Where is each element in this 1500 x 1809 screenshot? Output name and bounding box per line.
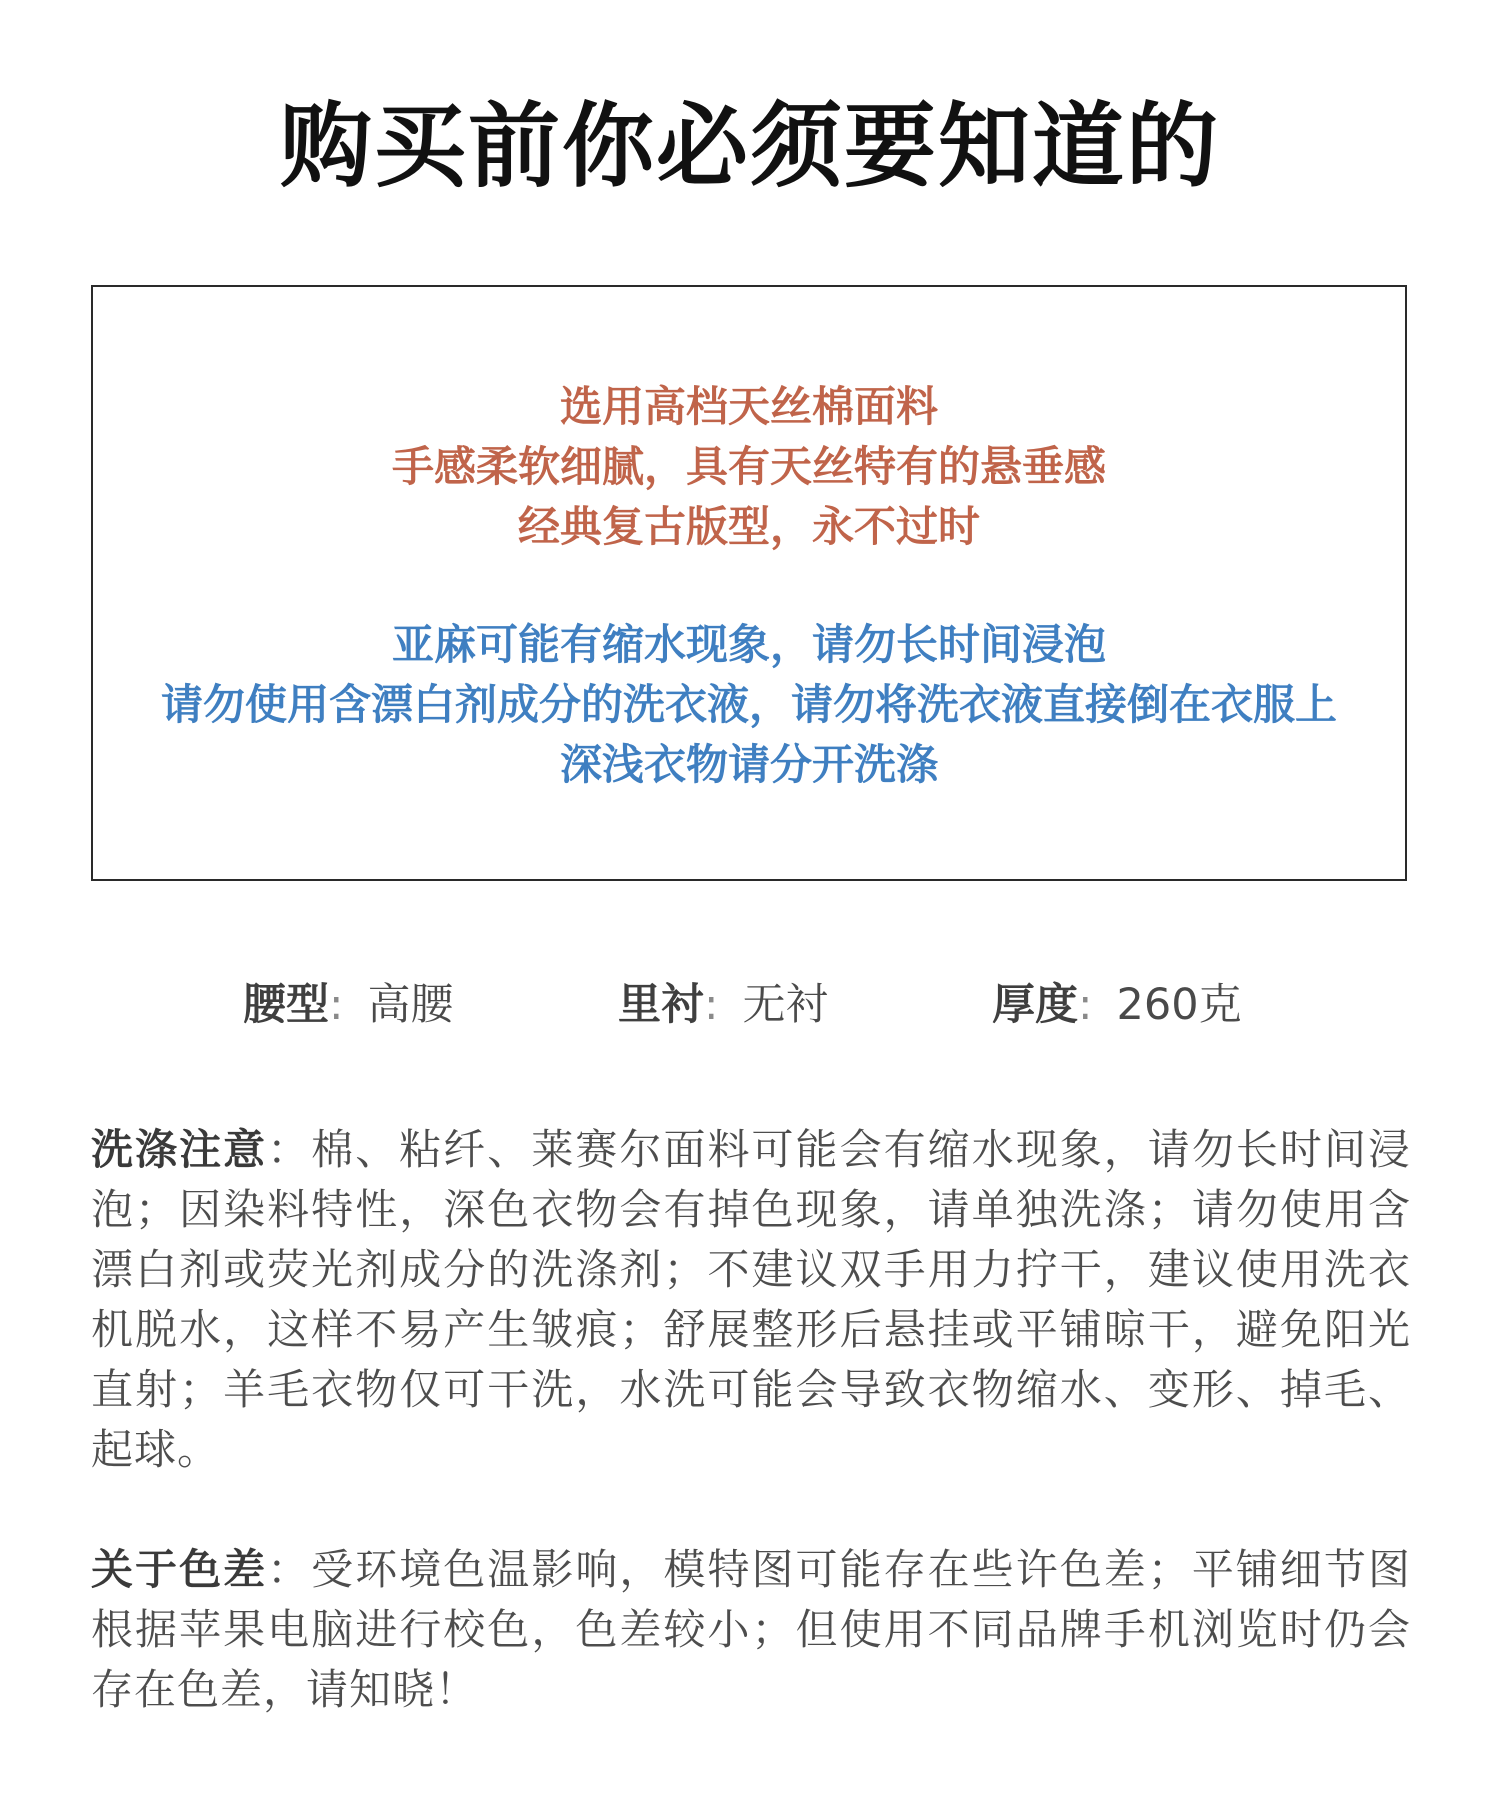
notice-box	[91, 285, 1407, 881]
feature-line: 选用高档天丝棉面料	[559, 382, 938, 431]
color-difference-text: ：受环境色温影响，模特图可能存在些许色差；平铺细节图根据苹果电脑进行校色，色差较小；但使用不同品牌手机浏览时仍会存在色差，请知晓！	[91, 1545, 1411, 1714]
spec-row	[0, 975, 1500, 1035]
care-warnings	[93, 615, 1405, 795]
spec-separator: :	[704, 980, 719, 1030]
spec-lining	[618, 975, 829, 1035]
page-title: 购买前你必须要知道的	[279, 93, 1220, 200]
wash-care-label: 洗涤注意	[91, 1125, 268, 1174]
spec-label: 里衬	[618, 980, 704, 1030]
spec-separator: :	[1078, 980, 1093, 1030]
color-difference-paragraph	[91, 1540, 1411, 1720]
spec-value: 无衬	[742, 980, 829, 1030]
wash-care-text: ：棉、粘纤、莱赛尔面料可能会有缩水现象，请勿长时间浸泡；因染料特性，深色衣物会有掉色现象，请单独洗涤；请勿使用含漂白剂或荧光剂成分的洗涤剂；不建议双手用力拧干，建议使用洗衣机脱水，这样不易产生皱痕；舒展整形后悬挂或平铺晾干，避免阳光直射；羊毛衣物仅可干洗，水洗可能会导致衣物缩水、变形、掉毛、起球。	[91, 1125, 1411, 1474]
feature-notes	[93, 377, 1405, 557]
warning-line: 亚麻可能有缩水现象，请勿长时间浸泡	[391, 620, 1106, 669]
spec-waist	[243, 975, 454, 1035]
feature-line: 手感柔软细腻，具有天丝特有的悬垂感	[391, 442, 1106, 491]
warning-line: 请勿使用含漂白剂成分的洗衣液，请勿将洗衣液直接倒在衣服上	[160, 680, 1337, 729]
spec-label: 厚度	[992, 980, 1078, 1030]
wash-care-paragraph	[91, 1120, 1411, 1480]
color-difference-label: 关于色差	[91, 1545, 268, 1594]
spec-value: 高腰	[367, 980, 454, 1030]
warning-line: 深浅衣物请分开洗涤	[559, 740, 938, 789]
spec-thickness	[992, 975, 1242, 1035]
spec-separator: :	[329, 980, 344, 1030]
spec-label: 腰型	[243, 980, 329, 1030]
feature-line: 经典复古版型，永不过时	[517, 502, 980, 551]
spec-value: 260克	[1116, 980, 1242, 1030]
